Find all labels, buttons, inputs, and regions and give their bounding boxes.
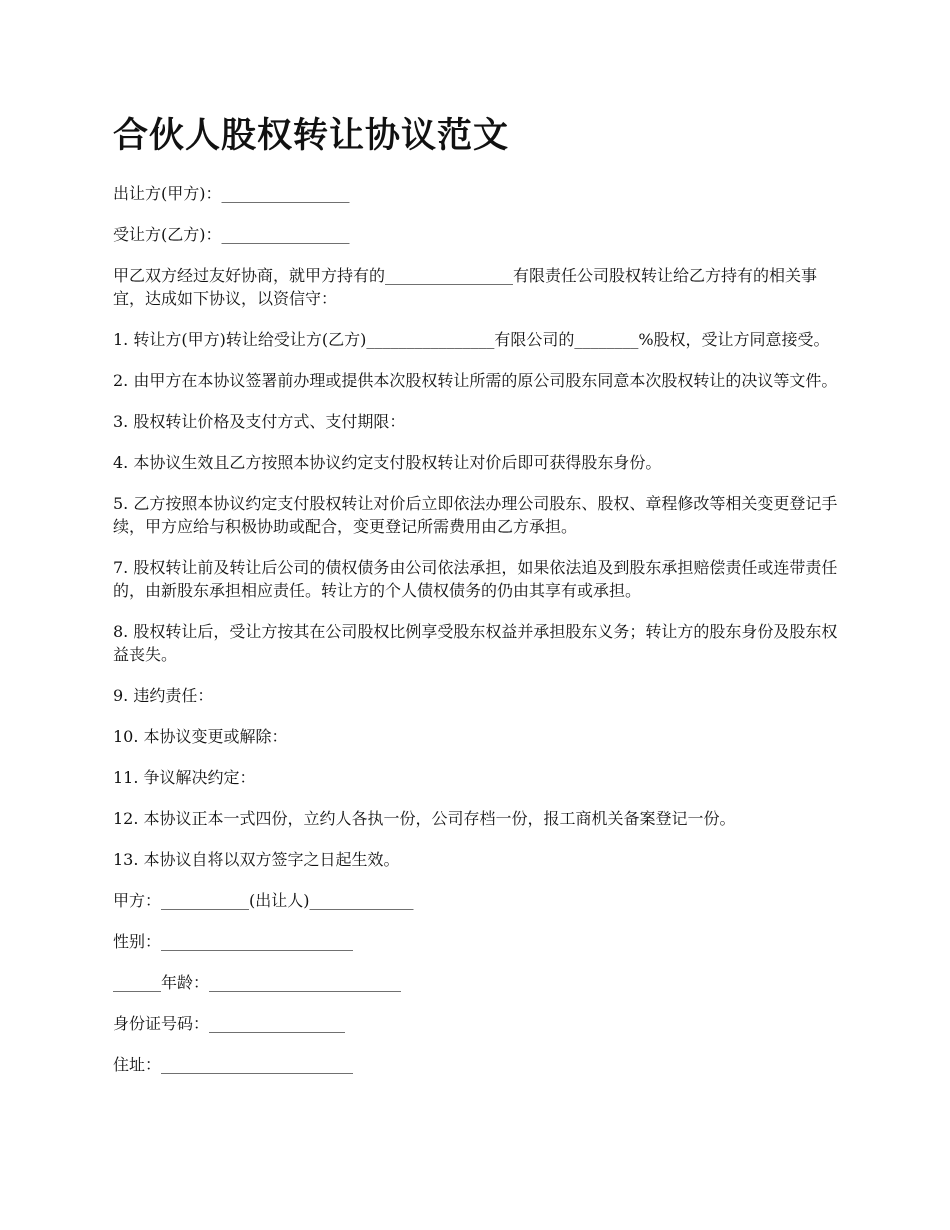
document-title: 合伙人股权转让协议范文 [113,116,510,156]
clause-5: 5. 乙方按照本协议约定支付股权转让对价后立即依法办理公司股东、股权、章程修改等相关变更登记手续，甲方应给与积极协助或配合，变更登记所需费用由乙方承担。 [113,494,838,536]
clause-2: 2. 由甲方在本协议签署前办理或提供本次股权转让所需的原公司股东同意本次股权转让的决议等文件。 [113,371,838,390]
clause-3: 3. 股权转让价格及支付方式、支付期限： [113,412,406,431]
document-page [113,112,841,1094]
age-line: ______年龄：________________________ [113,973,402,992]
clause-13: 13. 本协议自将以双方签字之日起生效。 [113,850,400,869]
transferee-line: 受让方(乙方)：________________ [113,225,350,244]
clause-7: 7. 股权转让前及转让后公司的债权债务由公司依法承担，如果依法追及到股东承担赔偿责任或连带责任的，由新股东承担相应责任。转让方的个人债权债务的仍由其享有或承担。 [113,558,838,600]
preamble-paragraph: 甲乙双方经过友好协商，就甲方持有的________________有限责任公司股权转让给乙方持有的相关事宜，达成如下协议，以资信守： [113,266,818,308]
id-number-line: 身份证号码：_________________ [113,1014,346,1033]
clause-11: 11. 争议解决约定： [113,768,256,787]
party-a-signature-line: 甲方：___________(出让人)_____________ [113,891,414,910]
clause-4: 4. 本协议生效且乙方按照本协议约定支付股权转让对价后即可获得股东身份。 [113,453,662,472]
clause-9: 9. 违约责任： [113,686,214,705]
gender-line: 性别：________________________ [113,932,354,951]
clause-10: 10. 本协议变更或解除： [113,727,288,746]
clause-8: 8. 股权转让后，受让方按其在公司股权比例享受股东权益并承担股东义务；转让方的股东身份及股东权益丧失。 [113,622,838,664]
transferor-line: 出让方(甲方)：________________ [113,184,350,203]
clause-12: 12. 本协议正本一式四份，立约人各执一份，公司存档一份，报工商机关备案登记一份。 [113,809,736,828]
clause-1: 1. 转让方(甲方)转让给受让方(乙方)________________有限公司的________%股权，受让方同意接受。 [113,330,830,349]
address-line: 住址：________________________ [113,1055,354,1074]
